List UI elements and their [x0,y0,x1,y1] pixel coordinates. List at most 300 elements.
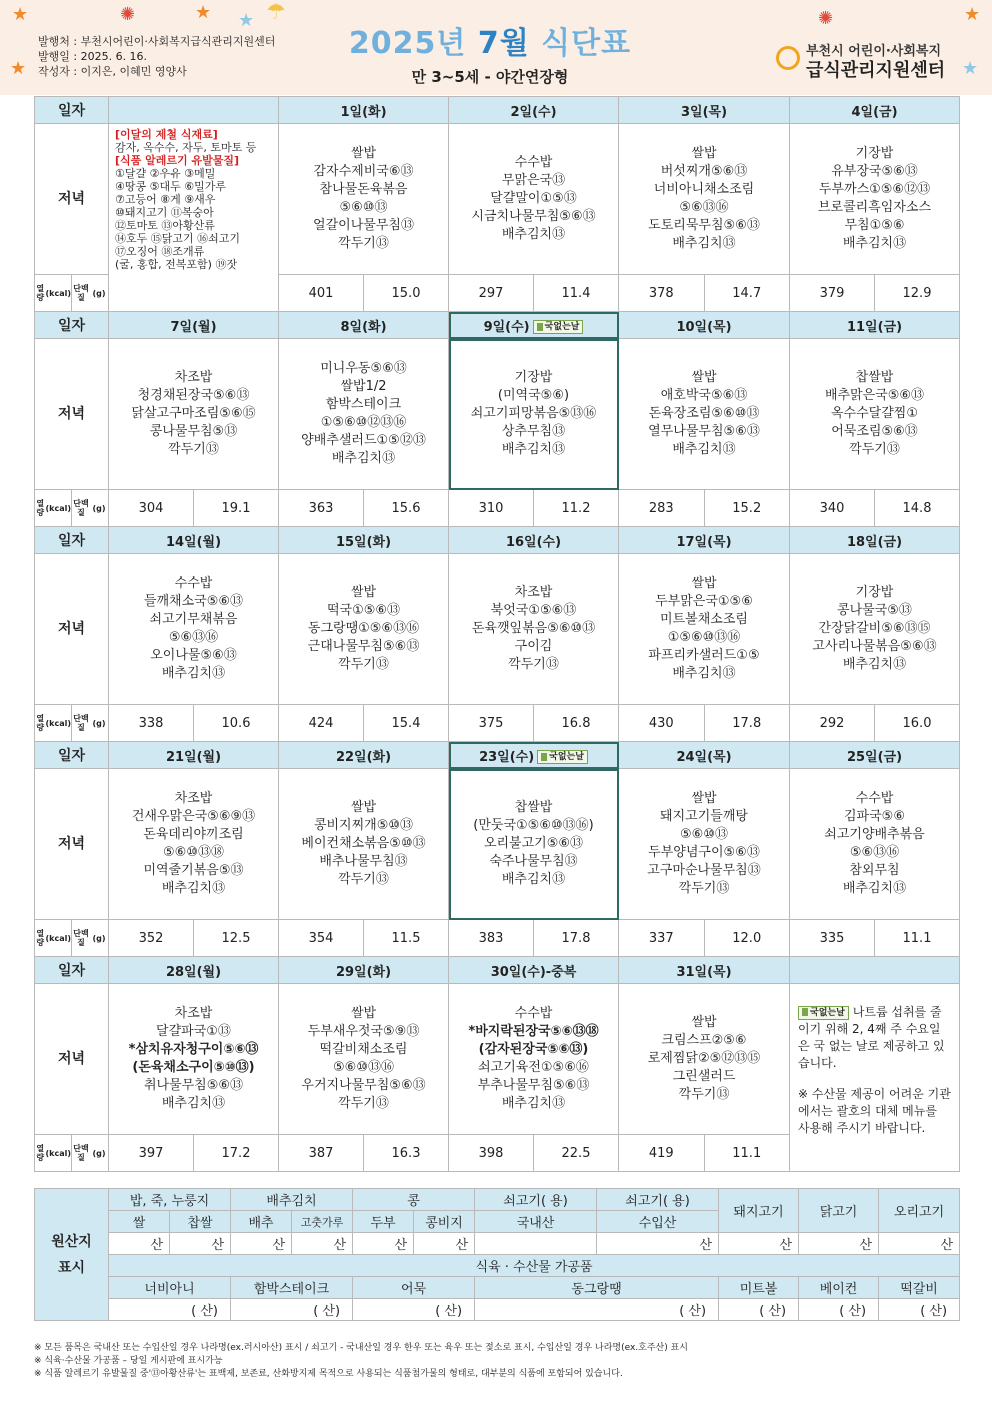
menu-item: 도토리묵무침⑤⑥⑬ [648,218,760,233]
menu-item: 달걀파국①⑬ [156,1024,231,1039]
title-rest: 식단표 [541,26,632,61]
protein-value: 11.1 [704,1135,790,1171]
origin-table [34,1188,960,1321]
menu-cell [790,769,960,920]
day-header: 7일(월) [109,312,279,339]
nutrition-cell [109,490,279,527]
menu-cell [619,339,790,490]
menu-item: 떡국①⑤⑥⑬ [326,603,401,618]
menu-item: 배추맑은국⑤⑥⑬ [824,388,925,403]
kcal-value: 398 [478,1145,504,1161]
menu-cell [279,554,449,705]
nutrition-cell [619,705,790,742]
menu-item: 어묵조림⑤⑥⑬ [831,424,918,439]
page-subtitle: 만 3~5세 - 야간연장형 [411,68,569,86]
protein-value: 14.7 [704,275,790,311]
day-header: 18일(금) [790,527,960,554]
menu-item: 미니우동⑤⑥⑬ [320,361,407,376]
menu-cell [109,769,279,920]
menu-item: 돈육깻잎볶음⑤⑥⑩⑬ [471,621,596,636]
kcal-value: 379 [819,285,845,301]
day-header: 23일(수) 국없는날 [449,742,619,769]
processed-item: 미트볼 [719,1277,799,1299]
menu-item: 베이컨채소볶음⑤⑩⑬ [301,836,426,851]
origin-value: 산 [414,1233,475,1255]
protein-value: 12.9 [874,275,959,311]
day-header: 28일(월) [109,957,279,984]
menu-item: 간장닭갈비⑤⑥⑬⑮ [818,621,931,636]
kcal-value: 297 [478,285,504,301]
protein-value: 10.6 [193,705,278,741]
kcal-label: 열량 (kcal) [36,284,71,302]
nutrition-label [35,1135,109,1172]
processed-origin-value: ( 산) [799,1299,879,1321]
side-note-sodium: 나트륨 섭취를 줄이기 위해 2, 4째 주 수요일은 국 없는 날로 제공하고 있습니다. [798,1005,945,1070]
menu-cell [279,984,449,1135]
menu-item: ⑤⑥⑬⑯ [849,845,900,860]
nutrition-cell [279,1135,449,1172]
day-header: 30일(수)-중복 [449,957,619,984]
menu-item: 구이김 [514,639,553,654]
menu-item: 떡갈비채소조림 [319,1042,408,1057]
menu-cell [279,124,449,275]
menu-cell [790,339,960,490]
menu-item: 배추김치⑬ [672,236,736,251]
menu-item: 버섯찌개⑤⑥⑬ [660,164,748,179]
nutrition-cell [109,1135,279,1172]
menu-item: (만둣국①⑤⑥⑩⑬⑯) [473,818,594,833]
kcal-value: 354 [308,930,334,946]
origin-group-beef-domestic: 쇠고기( 용) [475,1189,597,1211]
star-icon: ★ [12,4,29,25]
processed-item: 어묵 [353,1277,475,1299]
day-header-empty [790,957,960,984]
menu-item: ⑤⑥⑩⑬ [680,827,728,842]
origin-pepper-powder: 고춧가루 [292,1211,353,1233]
processed-origin-value: ( 산) [719,1299,799,1321]
nutrition-cell [449,920,619,957]
menu-item: 열무나물무침⑤⑥⑬ [648,424,760,439]
origin-value-empty [475,1233,597,1255]
day-header: 31일(목) [619,957,790,984]
protein-label: 단백질 (g) [71,1135,108,1171]
menu-item: 쇠고기무채볶음 [149,612,238,627]
publication-info [38,34,275,79]
nutrition-cell [279,920,449,957]
processed-origin-value: ( 산) [231,1299,353,1321]
nutrition-cell [619,1135,790,1172]
menu-item: 들깨채소국⑤⑥⑬ [143,594,244,609]
nutrition-cell [619,920,790,957]
processed-item: 떡갈비 [879,1277,960,1299]
allergy-line: ⑩돼지고기 ⑪복숭아 [115,206,214,219]
kcal-value: 375 [478,715,504,731]
nutrition-label [35,275,109,312]
menu-item: 쌀밥 [350,146,377,161]
day-header: 21일(월) [109,742,279,769]
menu-item: 배추김치⑬ [331,451,396,466]
menu-item: 무맑은국⑬ [501,173,566,188]
protein-value: 17.8 [704,705,790,741]
menu-item: 배추김치⑬ [501,872,566,887]
star-icon: ★ [10,58,27,79]
protein-value: 17.2 [193,1135,278,1171]
menu-item: 근대나물무침⑤⑥⑬ [307,639,420,654]
menu-item: 수수밥 [514,155,553,170]
protein-value: 12.0 [704,920,790,956]
menu-item: 부추나물무침⑤⑥⑬ [477,1078,590,1093]
logo-line2: 급식관리지원센터 [806,60,946,81]
menu-item: 배추김치⑬ [501,1096,566,1111]
menu-item: 차조밥 [174,1006,213,1021]
origin-group-rice: 밥, 죽, 누룽지 [109,1189,231,1211]
allergy-line: ⑫토마토 ⑬아황산류 [115,219,215,232]
menu-item: 옥수수달걀찜① [830,406,918,421]
star-icon: ★ [195,2,212,23]
date-label: 일자 [35,97,109,124]
origin-value: 산 [719,1233,799,1255]
author: 작성자 : 이지은, 이혜민 영양사 [38,65,187,78]
menu-item: 차조밥 [174,791,213,806]
menu-item: 배추김치⑬ [842,657,907,672]
protein-value: 22.5 [533,1135,618,1171]
title-month: 7월 [477,26,530,61]
nutrition-cell [279,705,449,742]
origin-value: 산 [231,1233,292,1255]
protein-value: 15.4 [363,705,448,741]
menu-item: 닭살고구마조림⑤⑥⑮ [131,406,256,421]
menu-cell [109,554,279,705]
nutrition-cell [109,920,279,957]
menu-item: ①⑤⑥⑩⑬⑯ [667,630,741,645]
menu-cell [790,124,960,275]
menu-item: 배추김치⑬ [672,666,736,681]
menu-item: 두부양념구이⑤⑥⑬ [648,845,760,860]
menu-cell [619,984,790,1135]
nutrition-cell [790,275,960,312]
menu-item: 쇠고기피망볶음⑤⑬⑯ [470,406,597,421]
menu-item: 쌀밥 [691,576,717,591]
menu-item: 깍두기⑬ [168,442,219,457]
date-label: 일자 [35,312,109,339]
menu-cell [449,339,619,490]
menu-item: 배추김치⑬ [501,227,566,242]
allergy-title: [식품 알레르기 유발물질] [115,154,239,167]
kcal-value: 430 [648,715,674,731]
kcal-label: 열량 (kcal) [36,929,71,947]
origin-rice: 쌀 [109,1211,170,1233]
menu-item: 참나물돈육볶음 [319,182,408,197]
menu-item: 오이나물⑤⑥⑬ [150,648,237,663]
menu-item: 깍두기⑬ [678,1087,730,1102]
allergy-line: (굴, 홍합, 전복포함) ⑲잣 [115,258,238,271]
menu-item: 수수밥 [174,576,213,591]
origin-value: 산 [799,1233,879,1255]
processed-origin-value: ( 산) [109,1299,231,1321]
menu-item: *삼치유자청구이⑤⑥⑬ [128,1042,259,1057]
nutrition-cell [279,275,449,312]
menu-item: 깍두기⑬ [508,657,559,672]
menu-item: ⑤⑥⑬⑯ [168,630,219,645]
nutrition-cell [449,490,619,527]
menu-item: 동그랑땡①⑤⑥⑬⑯ [307,621,420,636]
day-header: 14일(월) [109,527,279,554]
menu-cell [449,124,619,275]
menu-item: 돈육장조림⑤⑥⑩⑬ [648,406,760,421]
menu-item: 돼지고기들깨탕 [660,809,748,824]
processed-origin-value: ( 산) [475,1299,719,1321]
menu-item: 미트볼채소조림 [660,612,748,627]
menu-item: 깍두기⑬ [338,1096,389,1111]
menu-item: 배추김치⑬ [161,881,226,896]
menu-item: 깍두기⑬ [338,236,389,251]
processed-origin-value: ( 산) [879,1299,960,1321]
menu-cell [619,124,790,275]
origin-chicken: 닭고기 [799,1189,879,1233]
allergy-line: ④땅콩 ⑤대두 ⑥밀가루 [115,180,226,193]
menu-item: 파프리카샐러드①⑤ [648,648,760,663]
menu-item: 두부맑은국①⑤⑥ [655,594,753,609]
side-note-seafood: ※ 수산물 제공이 어려운 기관에서는 괄호의 대체 메뉴를 사용해 주시기 바랍니다. [798,1087,951,1135]
smile-logo-icon [776,46,800,70]
menu-item: 시금치나물무침⑤⑥⑬ [471,209,596,224]
kcal-value: 283 [648,500,674,516]
kcal-value: 401 [308,285,334,301]
nutrition-cell [109,705,279,742]
origin-value: 산 [879,1233,960,1255]
processed-item: 너비아니 [109,1277,231,1299]
menu-item: 배추김치⑬ [161,666,226,681]
date-label: 일자 [35,527,109,554]
origin-glutinous-rice: 찹쌀 [170,1211,231,1233]
menu-item: 애호박국⑤⑥⑬ [660,388,748,403]
menu-item: 취나물무침⑤⑥⑬ [143,1078,244,1093]
menu-item: 배추김치⑬ [842,881,907,896]
origin-pork: 돼지고기 [719,1189,799,1233]
protein-value: 16.3 [363,1135,448,1171]
origin-tofu: 두부 [353,1211,414,1233]
menu-cell [279,769,449,920]
menu-item: 깍두기⑬ [849,442,900,457]
kcal-value: 424 [308,715,334,731]
menu-item: 브로콜리흑임자소스 [817,200,932,215]
day-header: 22일(화) [279,742,449,769]
allergy-line: ⑭호두 ⑮닭고기 ⑯쇠고기 [115,232,241,245]
protein-value: 16.8 [533,705,618,741]
menu-item: 감자수제비국⑥⑬ [313,164,414,179]
kcal-value: 363 [308,500,334,516]
menu-item: 참외무침 [849,863,900,878]
protein-value: 12.5 [193,920,278,956]
kcal-value: 378 [648,285,674,301]
menu-item: 배추김치⑬ [672,442,736,457]
menu-cell [619,554,790,705]
protein-value: 15.6 [363,490,448,526]
menu-item: 유부장국⑤⑥⑬ [831,164,918,179]
origin-group-bean: 콩 [353,1189,475,1211]
kcal-value: 292 [819,715,845,731]
kcal-value: 337 [648,930,674,946]
menu-item: 수수밥 [514,1006,553,1021]
nutrition-cell [449,705,619,742]
menu-item: 달걀말이①⑤⑬ [490,191,577,206]
menu-item: 배추김치⑬ [161,1096,226,1111]
star-icon: ★ [962,58,979,79]
side-note [790,984,960,1172]
origin-domestic: 국내산 [475,1211,597,1233]
menu-item: 우거지나물무침⑤⑥⑬ [301,1078,426,1093]
footer-note: ※ 식육·수산물 가공품 – 당일 게시판에 표시가능 [34,1356,223,1366]
kcal-label: 열량 (kcal) [36,499,71,517]
menu-item: 김파국⑤⑥ [844,809,905,824]
nutrition-label [35,490,109,527]
menu-item: 청경채된장국⑤⑥⑬ [137,388,250,403]
menu-item: 쌀밥 [350,1006,377,1021]
menu-item: 쌀밥 [350,800,377,815]
nutrition-cell [790,705,960,742]
menu-item: 두부새우젓국⑤⑨⑬ [307,1024,420,1039]
processed-item: 함박스테이크 [231,1277,353,1299]
origin-value: 산 [170,1233,231,1255]
menu-item: *바지락된장국⑤⑥⑬⑱ [468,1024,599,1039]
menu-item: 기장밥 [855,146,894,161]
menu-cell [619,769,790,920]
day-header: 10일(목) [619,312,790,339]
menu-item: 쌀밥 [691,1015,717,1030]
origin-cabbage: 배추 [231,1211,292,1233]
day-header-empty [109,97,279,124]
menu-item: 찹쌀밥 [514,800,553,815]
protein-value: 11.2 [533,490,618,526]
dinner-label: 저녁 [35,124,109,275]
allergy-line: ①달걀 ②우유 ③메밀 [115,167,216,180]
menu-cell [449,769,619,920]
menu-cell [790,554,960,705]
protein-label: 단백질 (g) [71,705,108,741]
menu-item: 그린샐러드 [672,1069,736,1084]
menu-item: 미역줄기볶음⑤⑬ [143,863,244,878]
menu-item: 건새우맑은국⑤⑥⑨⑬ [131,809,256,824]
kcal-value: 387 [308,1145,334,1161]
origin-processed-title: 식육 · 수산물 가공품 [109,1255,960,1277]
nutrition-cell [279,490,449,527]
menu-item: 북엇국①⑤⑥⑬ [490,603,577,618]
day-header: 3일(목) [619,97,790,124]
kcal-value: 352 [138,930,164,946]
menu-item: 오리불고기⑤⑥⑬ [483,836,584,851]
origin-value: 산 [597,1233,719,1255]
protein-value: 11.1 [874,920,959,956]
menu-item: 깍두기⑬ [338,872,389,887]
protein-value: 15.2 [704,490,790,526]
publisher: 발행처 : 부천시어린이·사회복지급식관리지원센터 [38,35,276,48]
menu-item: 찹쌀밥 [855,370,894,385]
origin-label: 원산지 표시 [35,1189,109,1321]
ingredient-list: 감자, 옥수수, 자두, 토마토 등 [115,141,257,154]
protein-value: 15.0 [363,275,448,311]
kcal-value: 310 [478,500,504,516]
menu-item: 얼갈이나물무침⑬ [313,218,414,233]
menu-item: 고구마순나물무침⑬ [647,863,761,878]
kcal-value: 397 [138,1145,164,1161]
day-header: 24일(목) [619,742,790,769]
menu-item: 깍두기⑬ [338,657,389,672]
menu-item: 쇠고기양배추볶음 [824,827,925,842]
menu-cell [279,339,449,490]
origin-duck: 오리고기 [879,1189,960,1233]
menu-item: (감자된장국⑤⑥⑬) [478,1042,589,1057]
date-label: 일자 [35,957,109,984]
menu-cell [449,984,619,1135]
issue-date: 발행일 : 2025. 6. 16. [38,50,148,63]
star-icon: ★ [964,4,981,25]
menu-item: 상추무침⑬ [501,424,566,439]
menu-item: 배추김치⑬ [842,236,907,251]
protein-value: 17.8 [533,920,618,956]
menu-item: 돈육데리야끼조림 [143,827,244,842]
menu-item: 너비아니채소조림 [653,182,755,197]
menu-item: 함박스테이크 [325,397,402,412]
menu-item: ⑤⑥⑩⑬⑱ [163,845,224,860]
no-soup-day-badge: 국없는날 [537,750,588,764]
menu-table [34,96,960,1172]
kcal-value: 338 [138,715,164,731]
menu-item: 깍두기⑬ [678,881,730,896]
menu-item: 크림스프②⑤⑥ [661,1033,747,1048]
protein-value: 14.8 [874,490,959,526]
crab-icon: ✺ [120,4,136,25]
menu-cell [109,984,279,1135]
protein-label: 단백질 (g) [71,920,108,956]
menu-item: 기장밥 [855,585,894,600]
day-header: 11일(금) [790,312,960,339]
menu-item: 쌀밥 [691,146,717,161]
nutrition-label [35,920,109,957]
day-header: 15일(화) [279,527,449,554]
protein-value: 11.5 [363,920,448,956]
menu-item: 차조밥 [174,370,213,385]
origin-value: 산 [292,1233,353,1255]
allergy-line: ⑦고등어 ⑧게 ⑨새우 [115,193,216,206]
nutrition-cell [790,920,960,957]
menu-item: 배추김치⑬ [501,442,566,457]
nutrition-cell [790,490,960,527]
page-title [300,18,680,62]
menu-cell [449,554,619,705]
processed-item: 베이컨 [799,1277,879,1299]
origin-group-kimchi: 배추김치 [231,1189,353,1211]
ingredient-title: [이달의 제철 식재료] [115,128,218,141]
footer-note: ※ 식품 알레르기 유발물질 중'⑬아황산류'는 표백제, 보존료, 산화방지제 목적으로 사용되는 식품첨가물의 형태로, 대부분의 식품에 포함되어 있습니다. [34,1369,623,1379]
kcal-value: 304 [138,500,164,516]
day-header: 25일(금) [790,742,960,769]
origin-imported: 수입산 [597,1211,719,1233]
menu-cell [109,339,279,490]
processed-origin-value: ( 산) [353,1299,475,1321]
kcal-value: 419 [648,1145,674,1161]
nutrition-cell [449,275,619,312]
menu-item: 숙주나물무침⑬ [489,854,578,869]
day-header: 29일(화) [279,957,449,984]
dinner-label: 저녁 [35,769,109,920]
umbrella-icon: ☂ [266,0,286,25]
day-header: 2일(수) [449,97,619,124]
kcal-value: 383 [478,930,504,946]
day-header: 16일(수) [449,527,619,554]
menu-item: 쌀밥1/2 [340,379,387,394]
menu-item: ⑤⑥⑩⑬ [339,200,388,215]
day-header: 17일(목) [619,527,790,554]
